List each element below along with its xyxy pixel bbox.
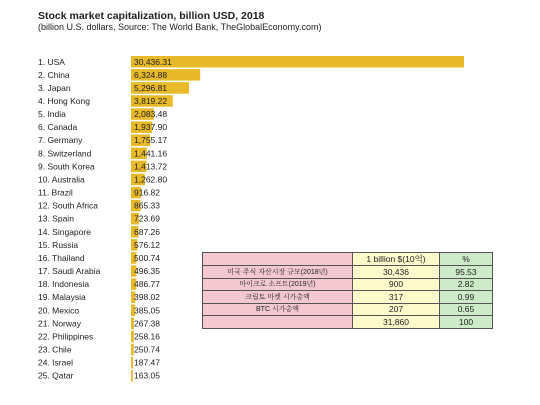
value-label: 1,755.17 (134, 135, 168, 146)
table-cell-value: 207 (353, 303, 440, 316)
value-label: 163.05 (134, 370, 160, 381)
category-label: 21. Norway (38, 318, 81, 329)
value-label: 916.82 (134, 187, 160, 198)
table-row (203, 303, 493, 316)
table-cell-label: 미국 주식 자산시장 규모(2018년) (203, 266, 353, 279)
table-cell-percent: 100 (440, 316, 493, 329)
bar (131, 56, 464, 68)
category-label: 3. Japan (38, 82, 71, 93)
table-total-row (203, 316, 493, 329)
value-label: 398.02 (134, 292, 160, 303)
category-label: 10. Australia (38, 174, 85, 185)
value-label: 865.33 (134, 200, 160, 211)
bar (131, 357, 133, 369)
table-header-row (203, 253, 493, 266)
table-cell-value: 900 (353, 278, 440, 291)
chart-title: Stock market capitalization, billion USD, 2018 (38, 10, 265, 22)
table-cell-label (203, 316, 353, 329)
table-cell-percent: 95.53 (440, 266, 493, 279)
table-cell-percent: 2.82 (440, 278, 493, 291)
category-label: 24. Israel (38, 357, 73, 368)
value-label: 250.74 (134, 344, 160, 355)
value-label: 500.74 (134, 252, 160, 263)
table-cell-percent: 0.99 (440, 291, 493, 304)
value-label: 687.26 (134, 226, 160, 237)
category-label: 19. Malaysia (38, 292, 86, 303)
category-label: 6. Canada (38, 122, 78, 133)
value-label: 486.77 (134, 279, 160, 290)
comparison-table (202, 252, 493, 329)
table-row (203, 266, 493, 279)
value-label: 723.69 (134, 213, 160, 224)
table-header-cell: 1 billion $(10억) (353, 253, 440, 266)
table-cell-value: 31,860 (353, 316, 440, 329)
value-label: 258.16 (134, 331, 160, 342)
value-label: 1,441.16 (134, 148, 168, 159)
value-label: 6,324.88 (134, 69, 168, 80)
category-label: 4. Hong Kong (38, 95, 90, 106)
category-label: 18. Indonesia (38, 279, 90, 290)
category-label: 23. Chile (38, 344, 72, 355)
category-label: 2. China (38, 69, 70, 80)
category-label: 9. South Korea (38, 161, 95, 172)
table-cell-value: 30,436 (353, 266, 440, 279)
value-label: 1,937.90 (134, 122, 168, 133)
table-header-cell (203, 253, 353, 266)
bar (131, 370, 133, 382)
table-cell-label: 마이크로 소프트(2019년) (203, 278, 353, 291)
category-label: 12. South Africa (38, 200, 99, 211)
category-label: 17. Saudi Arabia (38, 266, 101, 277)
category-label: 14. Singapore (38, 226, 91, 237)
value-label: 385.05 (134, 305, 160, 316)
category-label: 5. India (38, 109, 66, 120)
table-row (203, 278, 493, 291)
table-row (203, 291, 493, 304)
table-cell-label: 크립토 마켓 시가총액 (203, 291, 353, 304)
value-label: 1,413.72 (134, 161, 168, 172)
value-label: 496.35 (134, 266, 160, 277)
category-label: 15. Russia (38, 239, 79, 250)
category-label: 22. Philippines (38, 331, 94, 342)
table-cell-label: BTC 시가총액 (203, 303, 353, 316)
chart-subtitle: (billion U.S. dollars, Source: The World Bank, TheGlobalEconomy.com) (38, 22, 322, 32)
category-label: 13. Spain (38, 213, 74, 224)
category-label: 1. USA (38, 56, 65, 67)
category-label: 20. Mexico (38, 305, 80, 316)
value-label: 1,262.80 (134, 174, 168, 185)
category-label: 16. Thailand (38, 252, 85, 263)
value-label: 3,819.22 (134, 95, 168, 106)
category-label: 11. Brazil (38, 187, 73, 198)
value-label: 267.38 (134, 318, 160, 329)
category-label: 7. Germany (38, 135, 83, 146)
value-label: 2,083.48 (134, 109, 168, 120)
value-label: 30,436.31 (134, 56, 172, 67)
value-label: 187.47 (134, 357, 160, 368)
table-cell-percent: 0.65 (440, 303, 493, 316)
table-cell-value: 317 (353, 291, 440, 304)
category-label: 25. Qatar (38, 370, 74, 381)
value-label: 5,296.81 (134, 82, 168, 93)
table-header-cell: % (440, 253, 493, 266)
value-label: 576.12 (134, 239, 160, 250)
category-label: 8. Switzerland (38, 148, 92, 159)
